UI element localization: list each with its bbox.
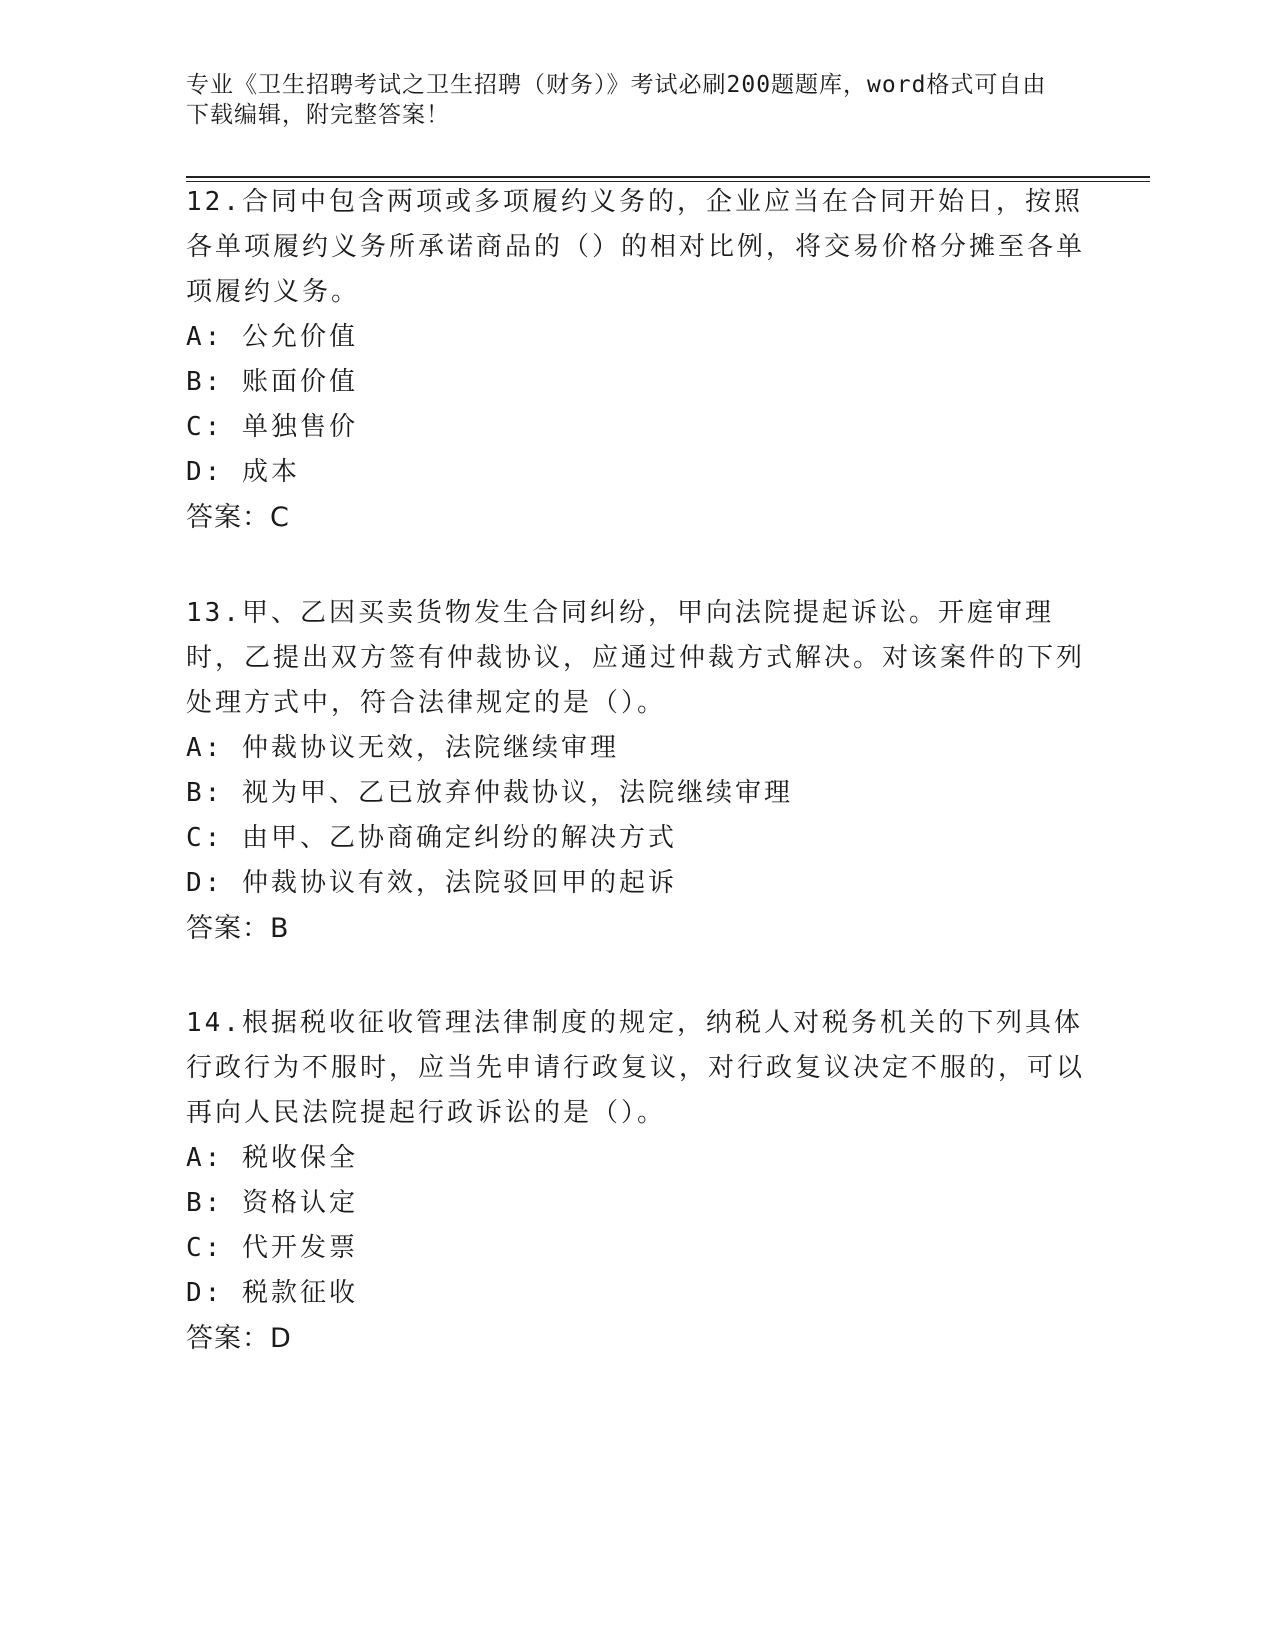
- option-c: C: 单独售价: [186, 412, 358, 442]
- option-c: C: 代开发票: [186, 1233, 358, 1263]
- question-13: [186, 591, 1086, 952]
- option-d: D: 仲裁协议有效，法院驳回甲的起诉: [186, 868, 677, 898]
- option-a: A: 税收保全: [186, 1143, 358, 1173]
- option-d: D: 成本: [186, 457, 300, 487]
- header-divider-thick: [186, 176, 1150, 178]
- option-a: A: 公允价值: [186, 322, 358, 352]
- answer: 答案：C: [186, 502, 290, 533]
- answer: 答案：D: [186, 1323, 292, 1354]
- question-14: [186, 1001, 1086, 1362]
- question-stem: 13.甲、乙因买卖货物发生合同纠纷，甲向法院提起诉讼。开庭审理时，乙提出双方签有仲裁协议，应通过仲裁方式解决。对该案件的下列处理方式中，符合法律规定的是（）。: [186, 598, 1086, 718]
- option-b: B: 视为甲、乙已放弃仲裁协议，法院继续审理: [186, 778, 793, 808]
- answer: 答案：B: [186, 913, 290, 944]
- option-d: D: 税款征收: [186, 1278, 358, 1308]
- question-stem: 12.合同中包含两项或多项履约义务的，企业应当在合同开始日，按照各单项履约义务所承诺商品的（）的相对比例，将交易价格分摊至各单项履约义务。: [186, 187, 1086, 307]
- option-b: B: 账面价值: [186, 367, 358, 397]
- document-header: 专业《卫生招聘考试之卫生招聘（财务）》考试必刷200题题库，word格式可自由下载编辑，附完整答案！: [186, 72, 1047, 128]
- option-b: B: 资格认定: [186, 1188, 358, 1218]
- option-c: C: 由甲、乙协商确定纠纷的解决方式: [186, 823, 677, 853]
- question-12: [186, 180, 1086, 541]
- question-stem: 14.根据税收征收管理法律制度的规定，纳税人对税务机关的下列具体行政行为不服时，应当先申请行政复议，对行政复议决定不服的，可以再向人民法院提起行政诉讼的是（）。: [186, 1008, 1086, 1128]
- option-a: A: 仲裁协议无效，法院继续审理: [186, 733, 619, 763]
